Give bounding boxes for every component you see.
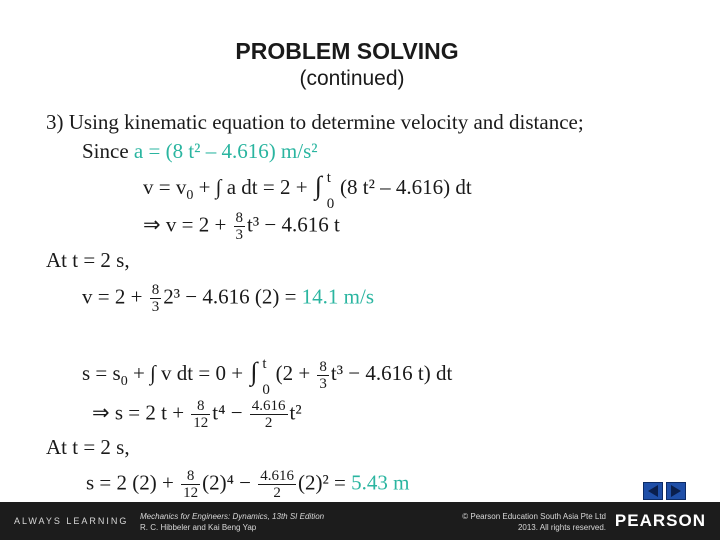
s-line1-mid: + ∫ v dt = 0 + xyxy=(127,360,249,385)
velocity-integral-line xyxy=(143,170,472,212)
fraction-numerator: 4.616 xyxy=(260,468,295,484)
s-eval-end: (2)² = xyxy=(298,470,352,495)
s-line1-end: t³ − 4.616 t) dt xyxy=(330,360,453,385)
copyright-line2: 2013. All rights reserved. xyxy=(517,523,606,532)
fraction xyxy=(181,468,200,501)
fraction xyxy=(150,282,162,315)
fraction-denominator: 2 xyxy=(264,415,273,431)
copyright-line1: © Pearson Education South Asia Pte Ltd xyxy=(462,512,606,521)
fraction-numerator: 4.616 xyxy=(251,398,286,414)
fraction xyxy=(250,398,288,431)
step-intro: 3) Using kinematic equation to determine velocity and distance; xyxy=(46,110,584,134)
slide-title: PROBLEM SOLVING xyxy=(235,38,459,64)
slide-subtitle: (continued) xyxy=(299,67,405,90)
fraction-numerator: 8 xyxy=(319,358,327,375)
triangle-right-icon xyxy=(667,483,685,499)
triangle-left-icon xyxy=(644,483,662,499)
s-line1-paren: (2 + xyxy=(275,360,316,385)
fraction-denominator: 3 xyxy=(235,227,244,243)
book-citation xyxy=(140,511,324,533)
distance-result-line xyxy=(92,398,302,431)
at-time-label-2: At t = 2 s, xyxy=(46,435,130,459)
previous-slide-button[interactable] xyxy=(643,482,663,500)
fraction-denominator: 12 xyxy=(193,415,209,431)
always-learning-label: ALWAYS LEARNING xyxy=(14,516,129,526)
integral-upper-limit: t xyxy=(262,356,267,372)
velocity-result-line xyxy=(143,210,340,243)
v-line1-end: (8 t² – 4.616) dt xyxy=(340,174,472,199)
v-line1-start: v = v xyxy=(143,174,187,199)
next-slide-button[interactable] xyxy=(666,482,686,500)
s-eval-start: s = 2 (2) + xyxy=(86,470,180,495)
fraction-numerator: 8 xyxy=(151,282,160,298)
fraction-denominator: 3 xyxy=(151,299,160,315)
book-title: Mechanics for Engineers: Dynamics, 13th SI Edition xyxy=(140,512,325,521)
distance-result: 5.43 m xyxy=(351,470,410,495)
at-time-label: At t = 2 s, xyxy=(46,248,130,272)
s-line1-start: s = s xyxy=(82,360,121,385)
s-eval-mid: (2)⁴ − xyxy=(202,470,257,495)
integral-lower-limit: 0 xyxy=(326,196,335,212)
pearson-logo: PEARSON xyxy=(614,511,706,530)
velocity-evaluation-line xyxy=(82,282,374,315)
fraction xyxy=(258,468,296,501)
v-eval-mid: 2³ − 4.616 (2) = xyxy=(163,284,302,309)
velocity-result: 14.1 m/s xyxy=(301,284,374,309)
fraction xyxy=(191,398,210,431)
fraction-numerator: 8 xyxy=(235,210,244,226)
integral-lower-limit: 0 xyxy=(262,382,270,398)
copyright-notice xyxy=(462,511,606,533)
integral-upper-limit: t xyxy=(326,170,331,186)
distance-integral-line xyxy=(82,356,453,398)
distance-evaluation-line xyxy=(86,468,410,501)
s-line2-mid: t⁴ − xyxy=(212,400,248,425)
fraction xyxy=(234,210,246,243)
v-line1-mid: + ∫ a dt = 2 + xyxy=(193,174,313,199)
integral-symbol: ∫ t 0 xyxy=(248,358,270,392)
v-eval-start: v = 2 + xyxy=(82,284,148,309)
integral-symbol: ∫ t 0 xyxy=(313,172,335,206)
since-word: Since xyxy=(82,139,129,163)
footer-bar xyxy=(0,502,720,540)
fraction-denominator: 3 xyxy=(319,375,327,392)
s-line2-end: t² xyxy=(289,400,302,425)
book-authors: R. C. Hibbeler and Kai Beng Yap xyxy=(140,523,257,532)
acceleration-line xyxy=(82,139,318,163)
acceleration-expression: a = (8 t² – 4.616) m/s² xyxy=(133,139,318,163)
v-line2-start: ⇒ v = 2 + xyxy=(143,212,232,237)
fraction-numerator: 8 xyxy=(191,398,210,415)
s-line2-start: ⇒ s = 2 t + xyxy=(92,400,190,425)
fraction-denominator: 12 xyxy=(183,485,199,501)
fraction xyxy=(317,359,329,392)
v0-subscript: 0 xyxy=(186,188,194,203)
v-line2-end: t³ − 4.616 t xyxy=(247,212,340,237)
fraction-numerator: 8 xyxy=(181,468,200,485)
fraction-denominator: 2 xyxy=(273,485,281,501)
s0-subscript: 0 xyxy=(120,374,128,389)
